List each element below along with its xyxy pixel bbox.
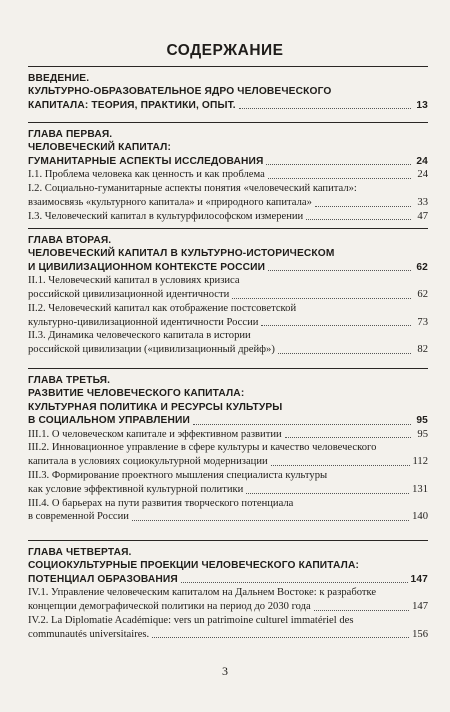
dot-leader	[268, 178, 411, 179]
dot-leader	[246, 493, 409, 494]
section-entry[interactable]: II.2. Человеческий капитал как отображение постсоветской	[28, 302, 297, 314]
section-entry: в современной России	[28, 511, 129, 523]
page-number: 3	[222, 664, 228, 678]
page-title: СОДЕРЖАНИЕ	[166, 42, 284, 59]
section-entry[interactable]: I.2. Социально-гуманитарные аспекты понятия «человеческий капитал»:	[28, 183, 357, 195]
chapter-title: ГУМАНИТАРНЫЕ АСПЕКТЫ ИССЛЕДОВАНИЯ	[28, 155, 264, 167]
toc-entry-chapter-1[interactable]	[28, 128, 428, 223]
dot-leader	[193, 424, 411, 425]
section-entry: российской цивилизационной идентичности	[28, 289, 230, 301]
chapter-title: ЧЕЛОВЕЧЕСКИЙ КАПИТАЛ:	[28, 142, 172, 154]
chapter-label: ГЛАВА ВТОРАЯ.	[28, 235, 112, 246]
chapter-title: В СОЦИАЛЬНОМ УПРАВЛЕНИИ	[28, 415, 190, 427]
dot-leader	[268, 270, 411, 271]
section-entry: как условие эффективной культурной политики	[28, 483, 244, 495]
dot-leader	[152, 637, 409, 638]
page-ref: 24	[416, 155, 428, 167]
section-entry: российской цивилизации («цивилизационный дрейф»)	[28, 344, 275, 356]
dot-leader	[261, 325, 411, 326]
entry-heading: ВВЕДЕНИЕ.	[28, 73, 90, 84]
page-ref: 33	[417, 196, 428, 208]
dot-leader	[271, 465, 410, 466]
page-ref: 13	[416, 99, 428, 111]
section-entry[interactable]: I.1. Проблема человека как ценность и как проблема 24	[28, 169, 428, 181]
page-ref: 147	[412, 601, 428, 613]
dot-leader	[315, 206, 411, 207]
chapter-label: ГЛАВА ТРЕТЬЯ.	[28, 375, 111, 386]
dot-leader	[306, 219, 411, 220]
page-ref: 140	[412, 511, 428, 523]
section-entry[interactable]: IV.1. Управление человеческим капиталом на Дальнем Востоке: к разработке	[28, 587, 377, 599]
toc-entry-intro[interactable]	[28, 72, 428, 112]
chapter-title: КУЛЬТУРНАЯ ПОЛИТИКА И РЕСУРСЫ КУЛЬТУРЫ	[28, 401, 283, 413]
section-entry[interactable]: II.3. Динамика человеческого капитала в истории	[28, 330, 251, 342]
chapter-title: СОЦИОКУЛЬТУРНЫЕ ПРОЕКЦИИ ЧЕЛОВЕЧЕСКОГО КАПИТАЛА:	[28, 560, 359, 572]
page-ref: 131	[412, 483, 428, 495]
section-entry[interactable]: I.3. Человеческий капитал в культурфилософском измерении 47	[28, 210, 428, 222]
chapter-label: ГЛАВА ЧЕТВЕРТАЯ.	[28, 547, 132, 558]
page-ref: 147	[410, 573, 428, 585]
dot-leader	[232, 298, 411, 299]
section-entry: культурно-цивилизационной идентичности России	[28, 316, 259, 328]
entry-heading: КУЛЬТУРНО-ОБРАЗОВАТЕЛЬНОЕ ЯДРО ЧЕЛОВЕЧЕСКОГО	[28, 86, 332, 98]
page-ref: 24	[417, 169, 428, 181]
divider	[28, 540, 428, 541]
page-ref: 156	[412, 628, 428, 640]
page-ref: 95	[417, 428, 428, 440]
divider	[28, 228, 428, 229]
section-entry: капитала в условиях социокультурной модернизации	[28, 456, 268, 468]
divider	[28, 66, 428, 67]
entry-heading: КАПИТАЛА: ТЕОРИЯ, ПРАКТИКИ, ОПЫТ.	[28, 99, 236, 111]
section-entry[interactable]: III.1. О человеческом капитале и эффективном развитии 95	[28, 428, 428, 440]
chapter-label: ГЛАВА ПЕРВАЯ.	[28, 129, 113, 140]
chapter-title: ЧЕЛОВЕЧЕСКИЙ КАПИТАЛ В КУЛЬТУРНО-ИСТОРИЧЕСКОМ	[28, 248, 335, 260]
toc-entry-chapter-4[interactable]	[28, 546, 428, 641]
section-entry: communautés universitaires.	[28, 628, 150, 640]
dot-leader	[132, 520, 409, 521]
page-ref: 73	[417, 316, 428, 328]
dot-leader	[266, 164, 411, 165]
divider	[28, 122, 428, 123]
section-entry[interactable]: III.3. Формирование проектного мышления специалиста культуры	[28, 470, 328, 482]
section-entry[interactable]: III.4. О барьерах на пути развития творческого потенциала	[28, 497, 294, 509]
dot-leader	[239, 108, 411, 109]
divider	[28, 368, 428, 369]
chapter-title: И ЦИВИЛИЗАЦИОННОМ КОНТЕКСТЕ РОССИИ	[28, 261, 266, 273]
dot-leader	[181, 582, 408, 583]
dot-leader	[285, 437, 411, 438]
section-entry[interactable]: III.2. Инновационное управление в сфере культуры и качество человеческого	[28, 442, 377, 454]
page-ref: 112	[412, 456, 428, 468]
toc-entry-chapter-3[interactable]	[28, 374, 428, 524]
chapter-title: ПОТЕНЦИАЛ ОБРАЗОВАНИЯ	[28, 573, 178, 585]
page-ref: 47	[417, 210, 428, 222]
dot-leader	[278, 353, 411, 354]
page-ref: 62	[417, 289, 428, 301]
page-ref: 62	[416, 261, 428, 273]
section-entry: концепции демографической политики на период до 2030 года	[28, 601, 311, 613]
section-entry: взаимосвязь «культурного капитала» и «природного капитала»	[28, 196, 312, 208]
page-ref: 82	[417, 344, 428, 356]
section-entry[interactable]: IV.2. La Diplomatie Académique: vers un patrimoine culturel immatériel des	[28, 614, 354, 626]
section-entry[interactable]: II.1. Человеческий капитал в условиях кризиса	[28, 275, 240, 287]
toc-entry-chapter-2[interactable]	[28, 234, 428, 357]
dot-leader	[314, 610, 409, 611]
chapter-title: РАЗВИТИЕ ЧЕЛОВЕЧЕСКОГО КАПИТАЛА:	[28, 388, 245, 400]
page-ref: 95	[416, 415, 428, 427]
